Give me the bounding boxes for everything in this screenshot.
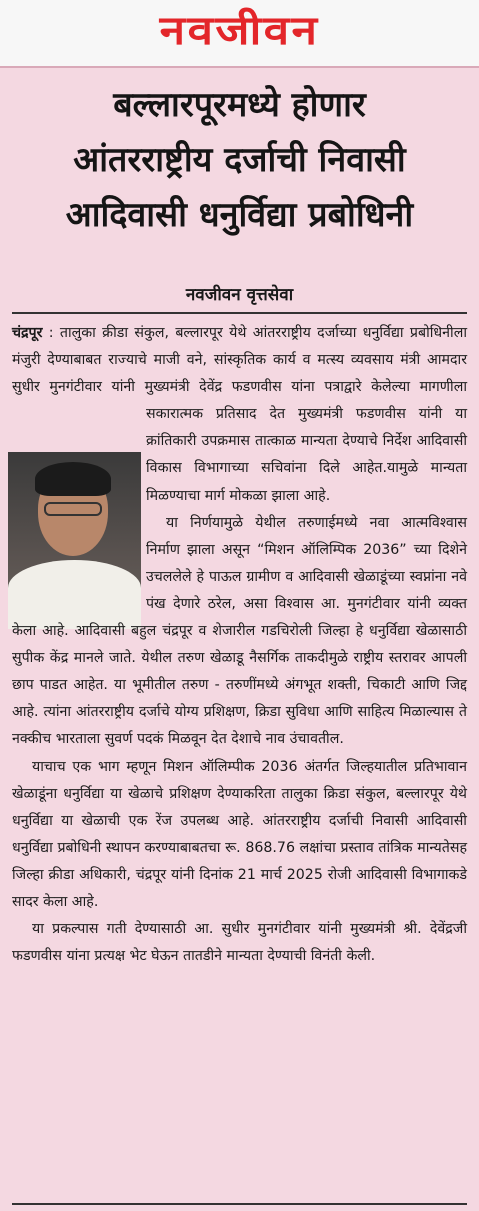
photo-wrap-spacer — [12, 428, 146, 605]
newspaper-logo: नवजीवन — [159, 8, 320, 54]
paragraph-2: या निर्णयामुळे येथील तरुणाईमध्ये नवा आत्मविश्वास निर्माण झाला असून “मिशन ऑलिम्पिक 2036” च्या दिशेने उचललेले हे पाऊल ग्रामीण व आदिवासी खेळाडूंच्या स्वप्नांना नवे पंख देणारे ठरेल, असा विश्वास आ. मुनगंटीवार यांनी व्यक्त केला आहे. आदिवासी बहुल चंद्रपूर व शेजारील गडचिरोली जिल्हा हे धनुर्विद्या खेळासाठी सुपीक केंद्र मानले जाते. येथील तरुण खेळाडू नैसर्गिक ताकदीमुळे राष्ट्रीय स्तरावर आपली छाप पाडत आहेत. या भूमीतील तरुण - तरुणींमध्ये अंगभूत शक्ती, चिकाटी आणि जिद्द आहे. त्यांना आंतरराष्ट्रीय दर्जाचे योग्य प्रशिक्षण, क्रिडा सुविधा आणि साहित्य मिळाल्यास ते नक्कीच भारताला सुवर्ण पदकं मिळवून देत देशाचे नाव उंचावतील. — [12, 514, 467, 748]
headline-line-1: बल्लारपूरमध्ये होणार — [113, 85, 366, 125]
paragraph-1-text: : तालुका क्रीडा संकुल, बल्लारपूर येथे आंतरराष्ट्रीय दर्जाच्या धनुर्विद्या प्रबोधिनीला मंजुरी देण्याबाबत राज्याचे माजी वने, सांस्कृतिक कार्य व मत्स्य व्यवसाय मंत्री आमदार सुधीर मुनगंटीवार यांनी मुख्यमंत्री देवेंद्र फडणवीस यांना पत्राद्वारे केलेल्या मागणीला सकारात्मक प्रतिसाद देत मुख्यमंत्री फडणवीस यांनी या क्रांतिकारी उपक्रमास तात्काळ मान्यता देण्याचे निर्देश आदिवासी विकास विभागाच्या सचिवांना दिले आहेत.यामुळे मान्यता मिळण्याचा मार्ग मोकळा झाला आहे. — [12, 325, 467, 504]
paragraph-3: याचाच एक भाग म्हणून मिशन ऑलिम्पीक 2036 अंतर्गत जिल्हयातील प्रतिभावान खेळाडूंना धनुर्विद्या या खेळाचे प्रशिक्षण देण्याकरिता तालुका क्रिडा संकुल, बल्लारपूर येथे धनुर्विद्या या खेळाची एक रेंज उपलब्ध आहे. आंतरराष्ट्रीय दर्जाची निवासी आदिवासी धनुर्विद्या प्रबोधिनी स्थापन करण्याबाबतचा रू. 868.76 लक्षांचा प्रस्ताव तांत्रिक मान्यतेसह जिल्हा क्रीडा अधिकारी, चंद्रपूर यांनी दिनांक 21 मार्च 2025 रोजी आदिवासी विभागाकडे सादर केला आहे. — [12, 758, 467, 910]
paragraph-4: या प्रकल्पास गती देण्यासाठी आ. सुधीर मुनगंटीवार यांनी मुख्यमंत्री श्री. देवेंद्रजी फडणवीस यांना प्रत्यक्ष भेट घेऊन तातडीने मान्यता देण्याची विनंती केली. — [12, 921, 467, 965]
headline-line-3: आदिवासी धनुर्विद्या प्रबोधिनी — [65, 195, 414, 235]
article-headline — [6, 78, 473, 243]
divider-bottom — [12, 1203, 467, 1205]
divider-top — [12, 312, 467, 314]
newspaper-masthead — [0, 0, 479, 68]
article-body — [12, 320, 467, 970]
headline-line-2: आंतरराष्ट्रीय दर्जाची निवासी — [73, 140, 406, 180]
dateline: चंद्रपूर — [12, 325, 43, 341]
byline: नवजीवन वृत्तसेवा — [185, 285, 294, 305]
